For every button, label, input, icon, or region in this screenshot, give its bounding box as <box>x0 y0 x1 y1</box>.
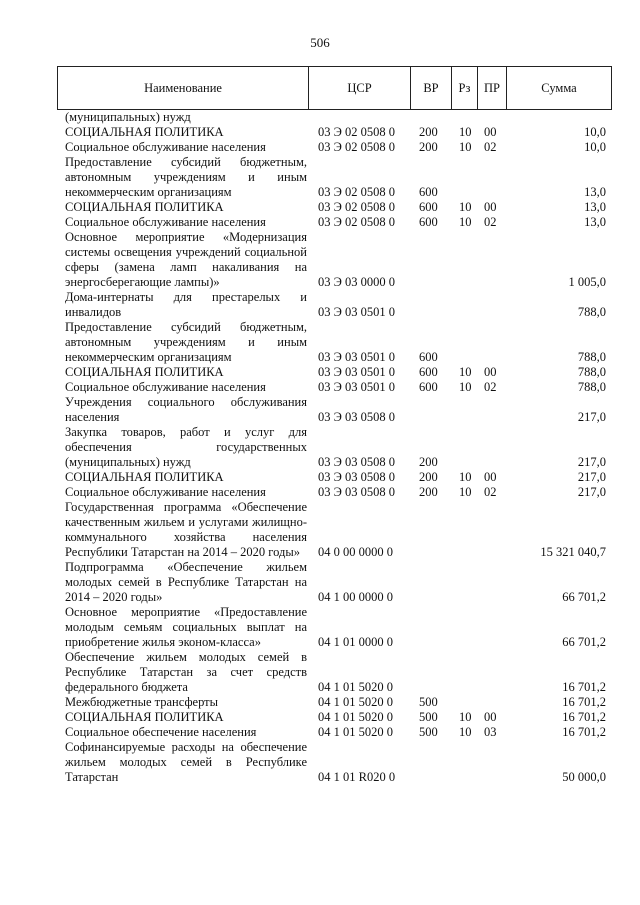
row-pr: 03 <box>484 725 497 739</box>
table-row <box>57 290 612 320</box>
row-name: Социальное обслуживание населения <box>65 140 266 154</box>
table-row <box>57 200 612 215</box>
table-header <box>57 66 612 110</box>
row-name: Социальное обслуживание населения <box>65 380 266 394</box>
row-name: Социальное обслуживание населения <box>65 215 266 229</box>
row-sum: 13,0 <box>584 215 606 229</box>
table-row <box>57 725 612 740</box>
row-sum: 217,0 <box>577 485 606 499</box>
row-sum: 10,0 <box>584 125 606 139</box>
table-row <box>57 500 612 560</box>
row-name: Софинансируемые расходы на обеспечение жильем молодых семей в Республике Татарстан <box>65 740 307 784</box>
row-sum: 1 005,0 <box>568 275 606 289</box>
table-row <box>57 395 612 425</box>
row-pr: 00 <box>484 710 497 724</box>
row-pr: 02 <box>484 215 497 229</box>
row-csr-code: 04 1 00 0000 0 <box>318 590 393 604</box>
row-vr: 600 <box>419 200 438 214</box>
row-rz: 10 <box>459 710 472 724</box>
row-csr-code: 03 Э 03 0508 0 <box>318 485 396 499</box>
row-sum: 788,0 <box>577 380 606 394</box>
row-sum: 16 701,2 <box>562 725 606 739</box>
table-row <box>57 605 612 650</box>
header-csr: ЦСР <box>309 67 411 110</box>
row-vr: 600 <box>419 215 438 229</box>
row-name: Учреждения социального обслуживания населения <box>65 395 307 424</box>
row-csr-code: 04 1 01 5020 0 <box>318 710 393 724</box>
row-name: Обеспечение жильем молодых семей в Республике Татарстан за счет средств федерального бюджета <box>65 650 307 694</box>
row-rz: 10 <box>459 485 472 499</box>
row-csr-code: 03 Э 03 0508 0 <box>318 470 396 484</box>
row-vr: 600 <box>419 365 438 379</box>
row-sum: 13,0 <box>584 185 606 199</box>
row-sum: 15 321 040,7 <box>540 545 606 559</box>
row-csr-code: 03 Э 03 0508 0 <box>318 410 396 424</box>
page-number: 506 <box>310 35 330 50</box>
row-rz: 10 <box>459 215 472 229</box>
row-vr: 200 <box>419 455 438 469</box>
row-csr-code: 04 1 01 5020 0 <box>318 680 393 694</box>
row-name: Предоставление субсидий бюджетным, автономным учреждениям и иным некоммерческим организациям <box>65 155 307 199</box>
table-row <box>57 140 612 155</box>
row-sum: 10,0 <box>584 140 606 154</box>
row-rz: 10 <box>459 125 472 139</box>
row-pr: 00 <box>484 125 497 139</box>
row-sum: 217,0 <box>577 470 606 484</box>
row-vr: 200 <box>419 470 438 484</box>
row-csr-code: 03 Э 02 0508 0 <box>318 185 396 199</box>
table-row <box>57 710 612 725</box>
row-pr: 02 <box>484 380 497 394</box>
table-row <box>57 425 612 470</box>
row-csr-code: 03 Э 03 0000 0 <box>318 275 396 289</box>
row-pr: 02 <box>484 485 497 499</box>
row-csr-code: 03 Э 02 0508 0 <box>318 125 396 139</box>
row-vr: 500 <box>419 725 438 739</box>
row-csr-code: 03 Э 03 0501 0 <box>318 365 396 379</box>
row-rz: 10 <box>459 365 472 379</box>
table-row <box>57 560 612 605</box>
row-vr: 200 <box>419 485 438 499</box>
row-vr: 200 <box>419 125 438 139</box>
row-pr: 02 <box>484 140 497 154</box>
table-row <box>57 740 612 785</box>
row-sum: 788,0 <box>577 365 606 379</box>
row-csr-code: 04 1 01 5020 0 <box>318 695 393 709</box>
row-sum: 66 701,2 <box>562 590 606 604</box>
row-sum: 13,0 <box>584 200 606 214</box>
row-name: Государственная программа «Обеспечение качественным жильем и услугами жилищно-коммунального хозяйства населения Республики Татарстан на 2014 – 2020 годы» <box>65 500 307 559</box>
row-csr-code: 03 Э 02 0508 0 <box>318 200 396 214</box>
budget-table-body <box>57 110 612 785</box>
row-vr: 600 <box>419 380 438 394</box>
row-name: Подпрограмма «Обеспечение жильем молодых семей в Республике Татарстан на 2014 – 2020 годы» <box>65 560 307 604</box>
row-csr-code: 03 Э 03 0501 0 <box>318 350 396 364</box>
table-row <box>57 365 612 380</box>
table-row <box>57 230 612 290</box>
row-name: СОЦИАЛЬНАЯ ПОЛИТИКА <box>65 125 224 139</box>
header-rz: Рз <box>452 67 478 110</box>
table-row <box>57 470 612 485</box>
row-vr: 600 <box>419 185 438 199</box>
row-sum: 50 000,0 <box>562 770 606 784</box>
row-name: СОЦИАЛЬНАЯ ПОЛИТИКА <box>65 200 224 214</box>
row-csr-code: 04 1 01 0000 0 <box>318 635 393 649</box>
table-row <box>57 485 612 500</box>
row-rz: 10 <box>459 140 472 154</box>
row-name: Социальное обслуживание населения <box>65 485 266 499</box>
row-csr-code: 03 Э 03 0508 0 <box>318 455 396 469</box>
table-row <box>57 155 612 200</box>
row-vr: 500 <box>419 710 438 724</box>
row-csr-code: 03 Э 03 0501 0 <box>318 380 396 394</box>
row-vr: 200 <box>419 140 438 154</box>
row-vr: 600 <box>419 350 438 364</box>
row-sum: 217,0 <box>577 410 606 424</box>
row-csr-code: 03 Э 03 0501 0 <box>318 305 396 319</box>
row-name: Дома-интернаты для престарелых и инвалидов <box>65 290 307 319</box>
row-vr: 500 <box>419 695 438 709</box>
row-pr: 00 <box>484 200 497 214</box>
row-name: Социальное обеспечение населения <box>65 725 257 739</box>
row-sum: 788,0 <box>577 305 606 319</box>
row-sum: 16 701,2 <box>562 680 606 694</box>
table-row <box>57 215 612 230</box>
header-vr: ВР <box>411 67 452 110</box>
row-sum: 16 701,2 <box>562 695 606 709</box>
row-name: СОЦИАЛЬНАЯ ПОЛИТИКА <box>65 365 224 379</box>
row-csr-code: 03 Э 02 0508 0 <box>318 215 396 229</box>
row-name: Закупка товаров, работ и услуг для обеспечения государственных (муниципальных) нужд <box>65 425 307 469</box>
row-csr-code: 03 Э 02 0508 0 <box>318 140 396 154</box>
table-row <box>57 125 612 140</box>
row-sum: 788,0 <box>577 350 606 364</box>
row-sum: 217,0 <box>577 455 606 469</box>
table-row <box>57 695 612 710</box>
row-csr-code: 04 1 01 5020 0 <box>318 725 393 739</box>
row-name: СОЦИАЛЬНАЯ ПОЛИТИКА <box>65 710 224 724</box>
row-sum: 66 701,2 <box>562 635 606 649</box>
row-csr-code: 04 0 00 0000 0 <box>318 545 393 559</box>
header-name: Наименование <box>58 67 309 110</box>
table-row <box>57 320 612 365</box>
row-rz: 10 <box>459 380 472 394</box>
row-name: (муниципальных) нужд <box>65 110 191 124</box>
row-pr: 00 <box>484 365 497 379</box>
row-rz: 10 <box>459 200 472 214</box>
row-name: Межбюджетные трансферты <box>65 695 219 709</box>
table-row <box>57 650 612 695</box>
row-pr: 00 <box>484 470 497 484</box>
header-sum: Сумма <box>507 67 612 110</box>
row-rz: 10 <box>459 725 472 739</box>
header-pr: ПР <box>478 67 507 110</box>
row-name: СОЦИАЛЬНАЯ ПОЛИТИКА <box>65 470 224 484</box>
row-name: Основное мероприятие «Предоставление молодым семьям социальных выплат на приобретение жилья эконом-класса» <box>65 605 307 649</box>
table-row <box>57 110 612 125</box>
row-name: Основное мероприятие «Модернизация системы освещения учреждений социальной сферы (замена ламп накаливания на энергосберегающие лампы)» <box>65 230 307 289</box>
row-rz: 10 <box>459 470 472 484</box>
row-csr-code: 04 1 01 R020 0 <box>318 770 396 784</box>
table-row <box>57 380 612 395</box>
row-name: Предоставление субсидий бюджетным, автономным учреждениям и иным некоммерческим организациям <box>65 320 307 364</box>
row-sum: 16 701,2 <box>562 710 606 724</box>
